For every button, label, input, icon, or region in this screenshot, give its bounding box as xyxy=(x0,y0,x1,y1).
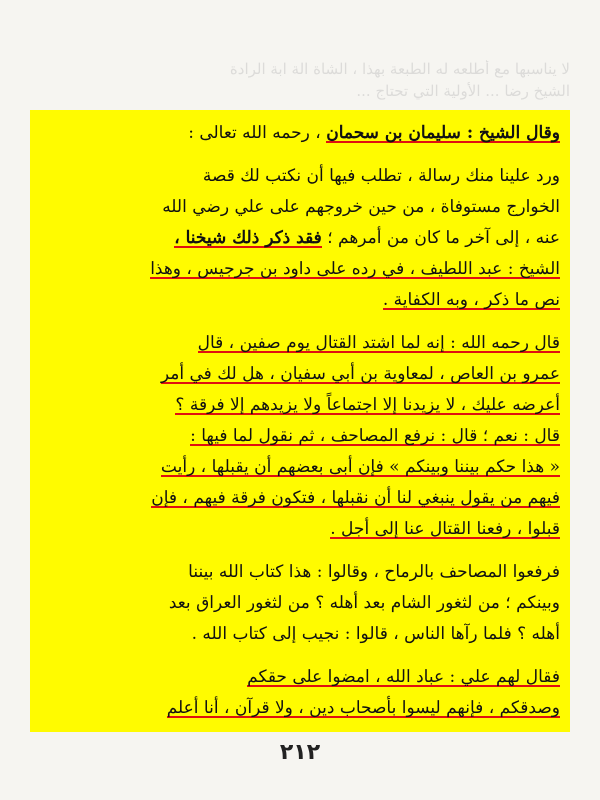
text-line xyxy=(40,192,560,223)
text-line xyxy=(40,223,560,254)
underlined-text: أعرضه عليك ، لا يزيدنا إلا اجتماعاً ولا يزيدهم إلا فرقة ؟ xyxy=(175,395,560,415)
text-line xyxy=(40,588,560,619)
paragraph xyxy=(40,328,560,545)
text-line xyxy=(40,390,560,421)
underlined-text: قال رحمه الله : إنه لما اشتد القتال يوم صفين ، قال xyxy=(197,333,560,353)
text-line xyxy=(40,557,560,588)
text-line xyxy=(40,285,560,316)
page-number: ٢١٢ xyxy=(279,740,321,765)
underlined-text: وقال الشيخ : سليمان بن سحمان xyxy=(326,123,560,143)
paragraph xyxy=(40,161,560,316)
bleed-through-line: الشيخ رضا ... الأولية التي تحتاج ... xyxy=(356,82,570,100)
underlined-text: الشيخ : عبد اللطيف ، في رده على داود بن جرجيس ، وهذا xyxy=(150,259,560,279)
underlined-text: قبلوا ، رفعنا القتال عنا إلى أجل . xyxy=(330,519,560,539)
text-segment: وبينكم ؛ من لثغور الشام بعد أهله ؟ من لثغور العراق بعد xyxy=(168,593,560,613)
underlined-text: وصدقكم ، فإنهم ليسوا بأصحاب دين ، ولا قرآن ، أنا أعلم xyxy=(166,698,560,718)
text-segment: أهله ؟ فلما رآها الناس ، قالوا : نجيب إلى كتاب الله . xyxy=(191,624,560,644)
text-segment: ، رحمه الله تعالى : xyxy=(188,123,327,143)
text-line xyxy=(40,483,560,514)
paragraph xyxy=(40,118,560,149)
bleed-through-line: لا يناسبها مع أطلعه له الطبعة بهذا ، الشاة الة ابة الرادة xyxy=(229,60,570,78)
text-line xyxy=(40,118,560,149)
paragraph xyxy=(40,557,560,650)
text-line xyxy=(40,161,560,192)
text-line xyxy=(40,421,560,452)
text-segment: الخوارج مستوفاة ، من حين خروجهم على علي رضي الله xyxy=(162,197,560,217)
underlined-text: فقد ذكر ذلك شيخنا ، xyxy=(174,228,322,248)
text-segment: ورد علينا منك رسالة ، تطلب فيها أن نكتب لك قصة xyxy=(202,166,560,186)
text-line xyxy=(40,693,560,724)
underlined-text: فقال لهم علي : عباد الله ، امضوا على حقكم xyxy=(247,667,560,687)
paragraph xyxy=(40,662,560,724)
paragraph-gap xyxy=(40,149,560,161)
underlined-text: « هذا حكم بيننا وبينكم » فإن أبى بعضهم أن يقبلها ، رأيت xyxy=(160,457,560,477)
page-text-block xyxy=(40,118,560,724)
text-line xyxy=(40,254,560,285)
underlined-text: نص ما ذكر ، وبه الكفاية . xyxy=(382,290,560,310)
underlined-text: عمرو بن العاص ، لمعاوية بن أبي سفيان ، هل لك في أمر xyxy=(160,364,560,384)
paragraph-gap xyxy=(40,316,560,328)
text-line xyxy=(40,452,560,483)
text-line xyxy=(40,514,560,545)
underlined-text: قال : نعم ؛ قال : نرفع المصاحف ، ثم نقول لما فيها : xyxy=(190,426,560,446)
underlined-text: فيهم من يقول ينبغي لنا أن نقبلها ، فتكون فرقة فيهم ، فإن xyxy=(151,488,560,508)
paragraph-gap xyxy=(40,650,560,662)
text-segment: عنه ، إلى آخر ما كان من أمرهم ؛ xyxy=(321,228,560,248)
text-line xyxy=(40,328,560,359)
text-line xyxy=(40,359,560,390)
text-line xyxy=(40,619,560,650)
text-segment: فرفعوا المصاحف بالرماح ، وقالوا : هذا كتاب الله بيننا xyxy=(188,562,560,582)
paragraph-gap xyxy=(40,545,560,557)
text-line xyxy=(40,662,560,693)
